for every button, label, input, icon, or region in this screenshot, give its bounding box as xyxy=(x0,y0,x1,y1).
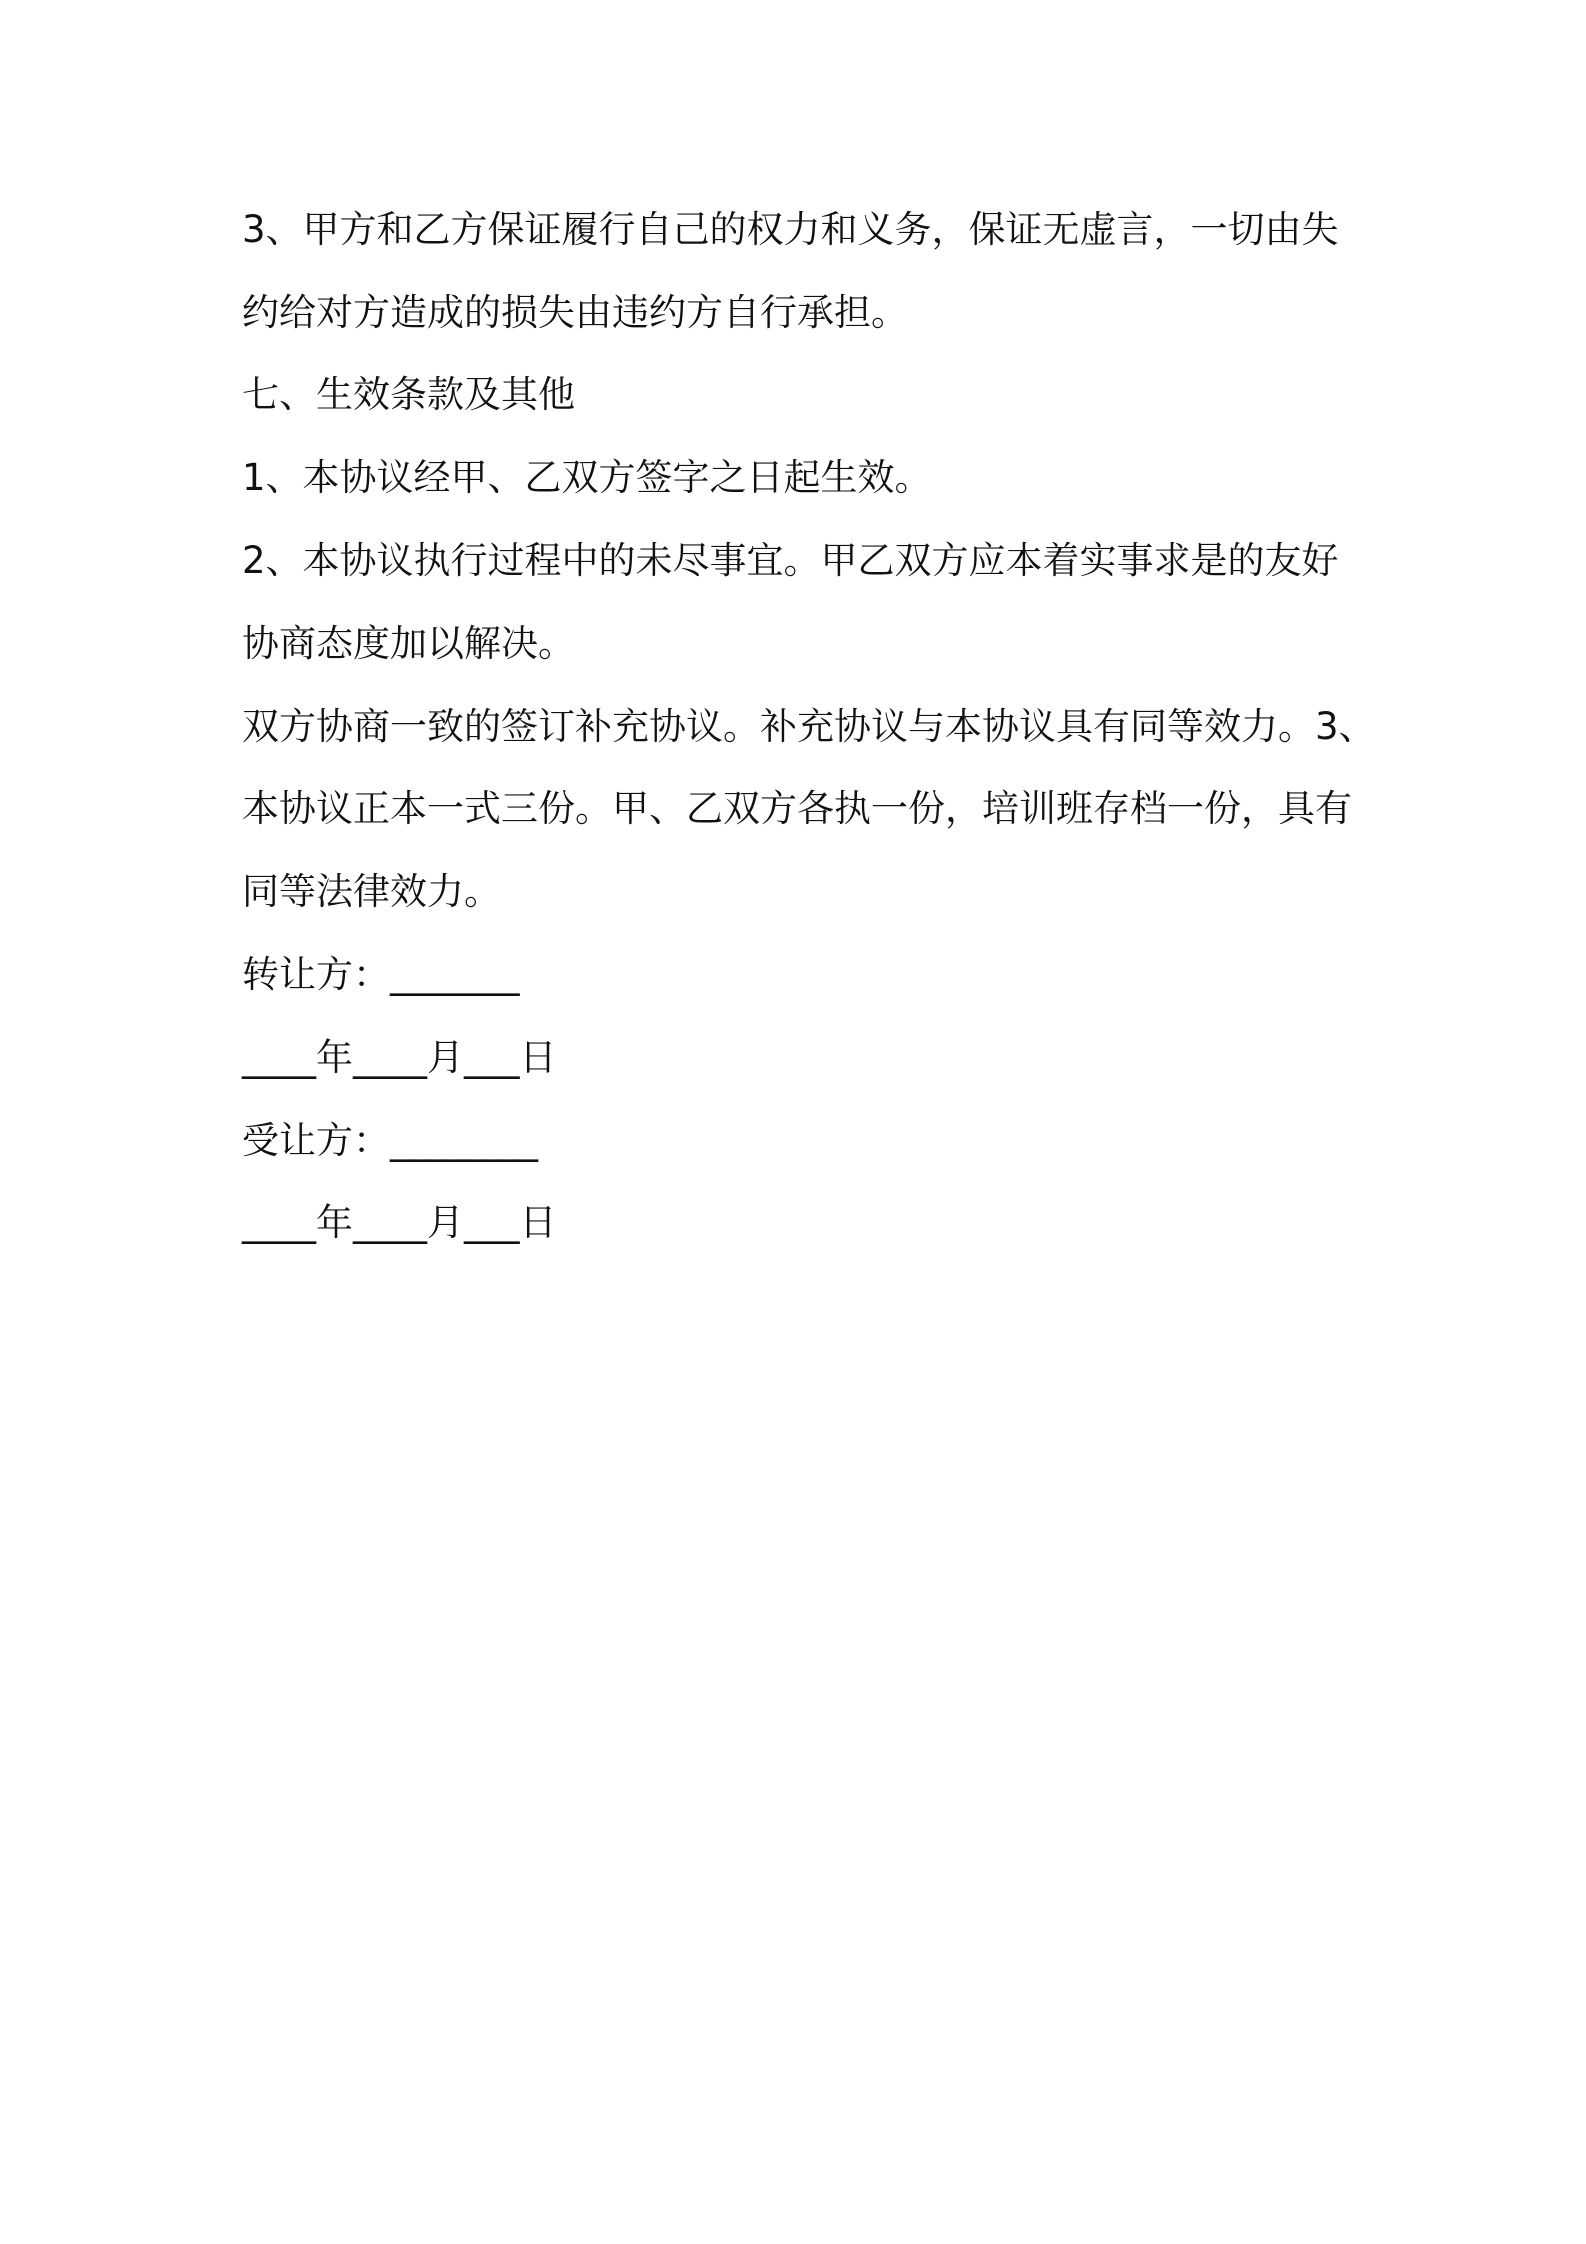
section-heading-7: 七、生效条款及其他 xyxy=(242,373,575,416)
effective-clause-2-line-1: 2、本协议执行过程中的未尽事宜。甲乙双方应本着实事求是的友好 xyxy=(242,539,1339,582)
effective-clause-1: 1、本协议经甲、乙双方签字之日起生效。 xyxy=(242,456,932,499)
transferee-date: ____年____月___日 xyxy=(242,1201,557,1244)
transferee-signature: 受让方：________ xyxy=(242,1119,538,1162)
effective-clause-2-line-2: 协商态度加以解决。 xyxy=(242,622,575,665)
clause-3-line-1: 3、甲方和乙方保证履行自己的权力和义务，保证无虚言，一切由失 xyxy=(242,208,1339,251)
supplement-clause-line-2: 本协议正本一式三份。甲、乙双方各执一份，培训班存档一份，具有 xyxy=(242,787,1352,830)
supplement-clause-line-1: 双方协商一致的签订补充协议。补充协议与本协议具有同等效力。3、 xyxy=(242,705,1376,748)
transferor-date: ____年____月___日 xyxy=(242,1036,557,1079)
supplement-clause-line-3: 同等法律效力。 xyxy=(242,870,501,913)
transferor-signature: 转让方：_______ xyxy=(242,953,520,996)
clause-3-line-2: 约给对方造成的损失由违约方自行承担。 xyxy=(242,291,908,334)
